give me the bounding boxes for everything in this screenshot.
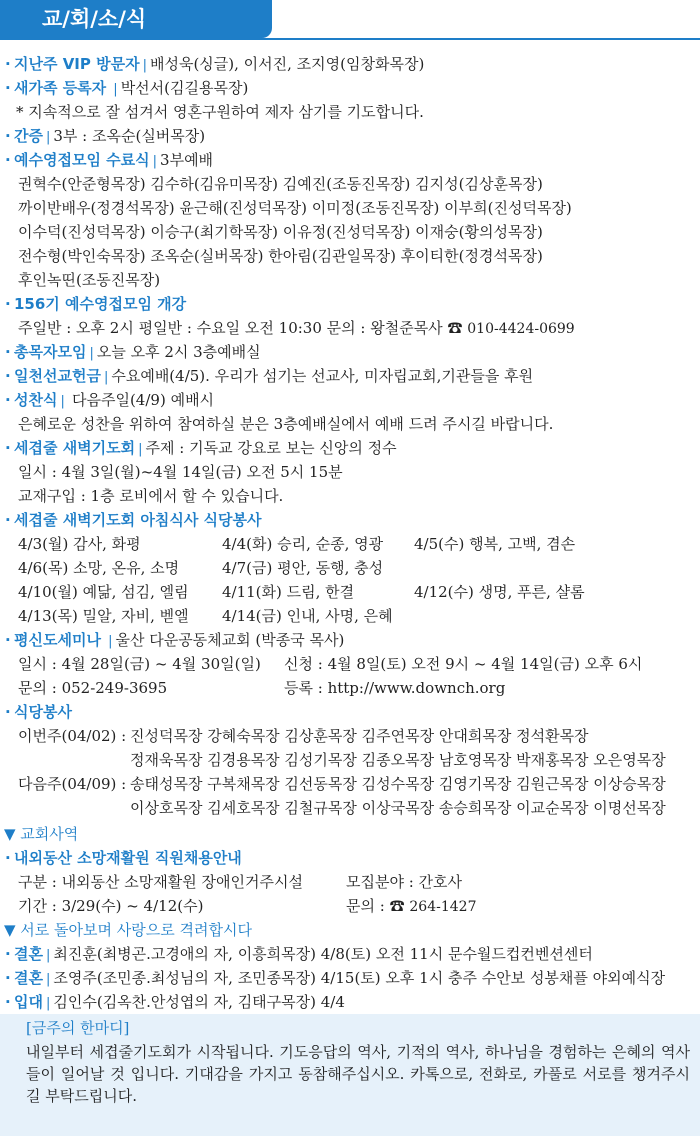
affairs-phone: 264-1427 bbox=[409, 899, 477, 915]
seminar-apply: 신청 : 4월 8일(토) 오전 9시 ~ 4월 14일(금) 오후 6시 bbox=[284, 655, 643, 673]
completion-names: 까이반배우(정경석목장) 윤근해(진성덕목장) 이미정(조동진목장) 이부희(진성덕목장) bbox=[18, 199, 572, 217]
seminar-line: · 평신도세미나 | 울산 다운공동체교회 (박종국 목사) bbox=[5, 631, 345, 649]
kitchen-teams: 진성덕목장 강혜숙목장 김상훈목장 김주연목장 안대희목장 정석환목장 bbox=[130, 727, 589, 745]
missions-heading: 일천선교헌금 bbox=[14, 367, 101, 385]
breakfast-cell: 4/12(수) 생명, 푸른, 샬롬 bbox=[414, 583, 585, 601]
testimony-line: · 간증 | 3부 : 조옥순(실버목장) bbox=[5, 127, 206, 145]
testimony-text: 3부 : 조옥순(실버목장) bbox=[53, 127, 206, 145]
breakfast-line: · 세겹줄 새벽기도회 아침식사 식당봉사 bbox=[5, 511, 262, 529]
dawn-text: 주제 : 기독교 강요로 보는 신앙의 정수 bbox=[145, 439, 397, 457]
wedding-heading: 결혼 bbox=[14, 969, 43, 987]
communion-detail: 은혜로운 성찬을 위하여 참여하실 분은 3층예배실에서 예배 드려 주시길 바랍니다. bbox=[18, 415, 554, 433]
seminar-register-link[interactable]: 등록 : http://www.downch.org bbox=[284, 679, 506, 697]
breakfast-cell: 4/3(월) 감사, 화평 bbox=[18, 535, 141, 553]
affairs-inquiry: 문의 : ☎ 264-1427 bbox=[346, 897, 477, 915]
completion-names: 이수덕(진성덕목장) 이승구(최기학목장) 이유정(진성덕목장) 이재숭(황의성목장) bbox=[18, 223, 543, 241]
seminar-contact: 문의 : 052-249-3695 bbox=[18, 679, 168, 697]
affairs-period: 기간 : 3/29(수) ~ 4/12(수) bbox=[18, 897, 204, 915]
newfamily-note: * 지속적으로 잘 섬겨서 영혼구원하여 제자 삼기를 기도합니다. bbox=[16, 103, 424, 121]
wedding-line: · 결혼 | 최진훈(최병곤.고경애의 자, 이흥희목장) 4/8(토) 오전 11시 문수월드컵컨벤션센터 bbox=[5, 945, 593, 963]
kitchen-row bbox=[0, 724, 700, 748]
kitchen-label: 이번주(04/02) : bbox=[18, 727, 127, 745]
dawn-heading: 세겹줄 새벽기도회 bbox=[14, 439, 136, 457]
kitchen-row bbox=[0, 748, 700, 772]
vip-text: 배성욱(싱글), 이서진, 조지영(임창화목장) bbox=[149, 55, 425, 73]
breakfast-heading: 세겹줄 새벽기도회 아침식사 식당봉사 bbox=[14, 511, 262, 529]
testimony-heading: 간증 bbox=[14, 127, 43, 145]
affairs-div: 구분 : 내외동산 소망재활원 장애인거주시설 bbox=[18, 873, 303, 891]
newfamily-text: 박선서(김길용목장) bbox=[120, 79, 249, 97]
completion-names: 전수형(박인숙목장) 조옥순(실버목장) 한아림(김관일목장) 후이티한(정경석목장) bbox=[18, 247, 543, 265]
breakfast-row bbox=[0, 604, 700, 628]
news-content bbox=[0, 52, 700, 1014]
section-title-tab: 교/회/소/식 bbox=[0, 0, 272, 38]
seminar-heading: 평신도세미나 bbox=[14, 631, 101, 649]
completion-names: 권혁수(안준형목장) 김수하(김유미목장) 김예진(조동진목장) 김지성(김상훈목장) bbox=[18, 175, 543, 193]
phone-icon: ☎ bbox=[447, 319, 463, 337]
breakfast-row bbox=[0, 580, 700, 604]
enlist-line: · 입대 | 김인수(김옥찬.안성엽의 자, 김태구목장) 4/4 bbox=[5, 993, 345, 1011]
dawn-date: 일시 : 4월 3일(월)~4월 14일(금) 오전 5시 15분 bbox=[18, 463, 343, 481]
completion-text: 3부예배 bbox=[160, 151, 214, 169]
newfamily-heading: 새가족 등록자 bbox=[14, 79, 107, 97]
phone-icon: ☎ bbox=[389, 897, 405, 915]
breakfast-cell: 4/13(목) 밀알, 자비, 벧엘 bbox=[18, 607, 189, 625]
breakfast-cell: 4/11(화) 드림, 한결 bbox=[222, 583, 355, 601]
title-rule bbox=[0, 38, 700, 40]
breakfast-cell: 4/5(수) 행복, 고백, 겸손 bbox=[414, 535, 576, 553]
breakfast-cell: 4/4(화) 승리, 순종, 영광 bbox=[222, 535, 384, 553]
enlist-text: 김인수(김옥찬.안성엽의 자, 김태구목장) 4/4 bbox=[53, 993, 345, 1011]
affairs-row bbox=[0, 870, 700, 894]
kitchen-teams: 정재욱목장 김경용목장 김성기목장 김종오목장 남호영목장 박재홍목장 오은영목장 bbox=[130, 751, 666, 769]
course-detail bbox=[0, 316, 700, 340]
newfamily-line: · 새가족 등록자 | 박선서(김길용목장) bbox=[5, 79, 249, 97]
completion-line: · 예수영접모임 수료식 | 3부예배 bbox=[5, 151, 214, 169]
dawn-book: 교재구입 : 1층 로비에서 할 수 있습니다. bbox=[18, 487, 284, 505]
completion-names: 후인녹띤(조동진목장) bbox=[18, 271, 161, 289]
wedding-heading: 결혼 bbox=[14, 945, 43, 963]
completion-heading: 예수영접모임 수료식 bbox=[14, 151, 150, 169]
weekly-note-title: [금주의 한마디] bbox=[26, 1019, 130, 1037]
seminar-row bbox=[0, 652, 700, 676]
shepherds-line: · 총목자모임 | 오늘 오후 2시 3층예배실 bbox=[5, 343, 261, 361]
vip-heading: 지난주 VIP 방문자 bbox=[14, 55, 140, 73]
seminar-date: 일시 : 4월 28일(금) ~ 4월 30일(일) bbox=[18, 655, 261, 673]
seminar-row bbox=[0, 676, 700, 700]
affairs-row bbox=[0, 894, 700, 918]
kitchen-line: · 식당봉사 bbox=[5, 703, 72, 721]
wedding-line: · 결혼 | 조영주(조민종.최성님의 자, 조민종목장) 4/15(토) 오후 1시 충주 수안보 성봉채플 야외예식장 bbox=[5, 969, 666, 987]
breakfast-cell: 4/7(금) 평안, 동행, 충성 bbox=[222, 559, 384, 577]
communion-heading: 성찬식 bbox=[14, 391, 58, 409]
shepherds-text: 오늘 오후 2시 3층예배실 bbox=[96, 343, 261, 361]
kitchen-teams: 이상호목장 김세호목장 김철규목장 이상국목장 송승희목장 이교순목장 이명선목장 bbox=[130, 799, 666, 817]
communion-line: · 성찬식 | 다음주일(4/9) 예배시 bbox=[5, 391, 215, 409]
wedding-text: 최진훈(최병곤.고경애의 자, 이흥희목장) 4/8(토) 오전 11시 문수월드컵컨벤션센터 bbox=[53, 945, 593, 963]
kitchen-heading: 식당봉사 bbox=[14, 703, 72, 721]
enlist-heading: 입대 bbox=[14, 993, 43, 1011]
weekly-note-text: 내일부터 세겹줄기도회가 시작됩니다. 기도응답의 역사, 기적의 역사, 하나님을 경험하는 은혜의 역사들이 일어날 것 입니다. 기대감을 가지고 동참해주십시오. 카톡으로, 전화로, 카풀로 서로를 챙겨주시길 부탁드립니다. bbox=[26, 1043, 690, 1105]
vip-line: · 지난주 VIP 방문자 | 배성욱(싱글), 이서진, 조지영(임창화목장) bbox=[5, 55, 425, 73]
shepherds-heading: 총목자모임 bbox=[14, 343, 87, 361]
kitchen-teams: 송태성목장 구복채목장 김선동목장 김성수목장 김영기목장 김원근목장 이상승목장 bbox=[130, 775, 666, 793]
breakfast-row bbox=[0, 532, 700, 556]
dawn-line: · 세겹줄 새벽기도회 | 주제 : 기독교 강요로 보는 신앙의 정수 bbox=[5, 439, 397, 457]
affairs-title: ▼ 교회사역 bbox=[4, 825, 79, 843]
care-title: ▼ 서로 돌아보며 사랑으로 격려합시다 bbox=[4, 921, 252, 939]
affairs-line: · 내외동산 소망재활원 직원채용안내 bbox=[5, 849, 242, 867]
breakfast-cell: 4/10(월) 예닮, 섬김, 엘림 bbox=[18, 583, 189, 601]
course-phone: 010-4424-0699 bbox=[467, 321, 575, 337]
course-text: 주일반 : 오후 2시 평일반 : 수요일 오전 10:30 문의 : 왕철준목사 bbox=[18, 319, 443, 337]
seminar-text: 울산 다운공동체교회 (박종국 목사) bbox=[115, 631, 345, 649]
breakfast-cell: 4/14(금) 인내, 사명, 은혜 bbox=[222, 607, 393, 625]
kitchen-row bbox=[0, 772, 700, 796]
breakfast-row bbox=[0, 556, 700, 580]
breakfast-cell: 4/6(목) 소망, 온유, 소명 bbox=[18, 559, 180, 577]
affairs-heading: 내외동산 소망재활원 직원채용안내 bbox=[14, 849, 242, 867]
missions-text: 수요예배(4/5). 우리가 섬기는 선교사, 미자립교회,기관들을 후원 bbox=[111, 367, 534, 385]
course-line: · 156기 예수영접모임 개강 bbox=[5, 295, 187, 313]
wedding-text: 조영주(조민종.최성님의 자, 조민종목장) 4/15(토) 오후 1시 충주 수안보 성봉채플 야외예식장 bbox=[53, 969, 666, 987]
missions-line: · 일천선교헌금 | 수요예배(4/5). 우리가 섬기는 선교사, 미자립교회,기관들을 후원 bbox=[5, 367, 534, 385]
affairs-field: 모집분야 : 간호사 bbox=[346, 873, 463, 891]
kitchen-row bbox=[0, 796, 700, 820]
course-heading: 156기 예수영접모임 개강 bbox=[14, 295, 187, 313]
kitchen-label: 다음주(04/09) : bbox=[18, 775, 127, 793]
communion-text: 다음주일(4/9) 예배시 bbox=[72, 391, 215, 409]
